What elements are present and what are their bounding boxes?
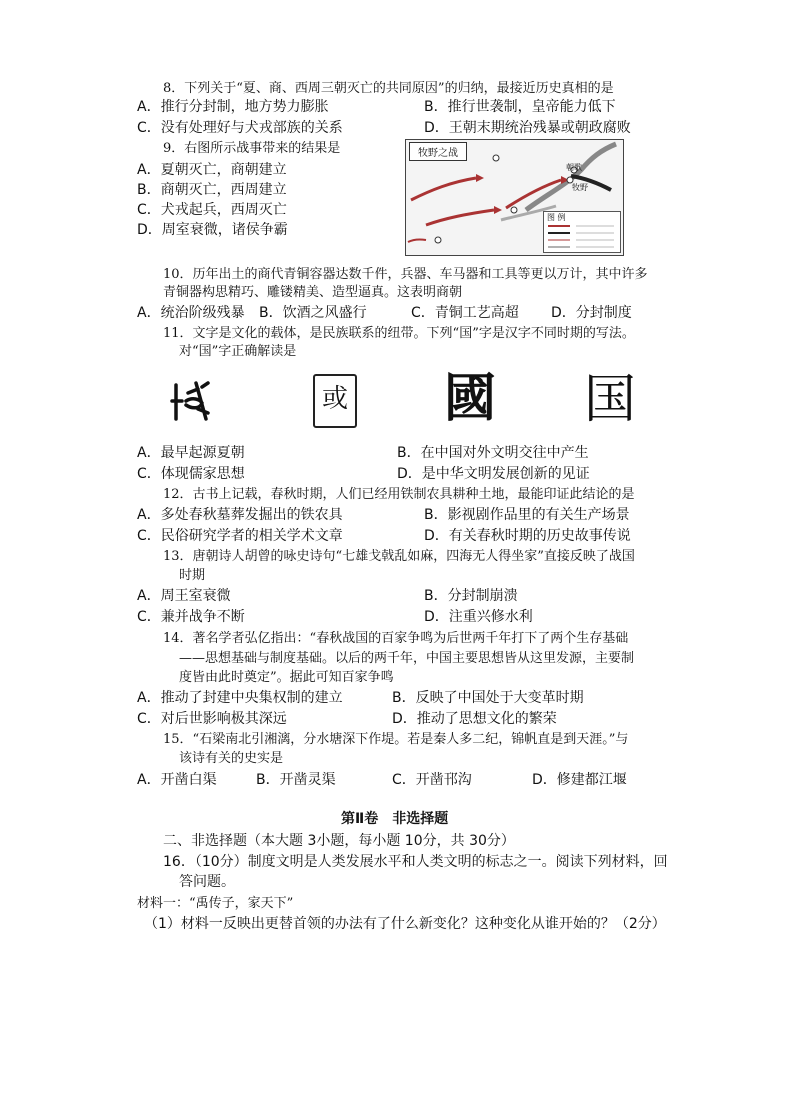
oracle-glyph-drawing xyxy=(168,379,214,425)
muye-battle-map xyxy=(405,139,624,256)
q15-stem-line2: 该诗有关的史实是 xyxy=(179,751,284,766)
q10-option-d[interactable]: D．分封制度 xyxy=(551,305,632,321)
q13-option-b[interactable]: B．分封制崩溃 xyxy=(424,588,518,604)
q14-stem-line1: 14．著名学者弘亿指出：“春秋战国的百家争鸣为后世两千年打下了两个生存基础 xyxy=(163,631,629,646)
seal-glyph-char: 或 xyxy=(321,384,348,414)
q12-option-d[interactable]: D．有关春秋时期的历史故事传说 xyxy=(424,528,631,544)
advance-arrow xyxy=(408,239,426,242)
q11-option-c[interactable]: C．体现儒家思想 xyxy=(137,466,245,482)
map-place-label: 朝歌 xyxy=(566,163,582,172)
q14-option-b[interactable]: B．反映了中国处于大变革时期 xyxy=(392,690,584,706)
q15-option-d[interactable]: D．修建都江堰 xyxy=(532,772,627,788)
part2-instructions: 二、非选择题（本大题 3小题，每小题 10分，共 30分） xyxy=(163,833,515,849)
guo-oracle-glyph xyxy=(168,379,214,425)
q16-stem-line1: 16．（10分）制度文明是人类发展水平和人类文明的标志之一。阅读下列材料，回 xyxy=(163,854,668,870)
arrow-head xyxy=(476,174,484,182)
q13-stem-line2: 时期 xyxy=(179,568,206,583)
arrow-head xyxy=(494,206,502,214)
legend-title: 图 例 xyxy=(547,213,566,222)
q10-stem-line2: 青铜器构思精巧、雕镂精美、造型逼真。这表明商朝 xyxy=(163,285,463,300)
part2-heading: 第Ⅱ卷 非选择题 xyxy=(341,811,449,827)
q13-option-d[interactable]: D．注重兴修水利 xyxy=(424,609,533,625)
advance-arrow xyxy=(426,210,494,225)
q9-option-d[interactable]: D．周室衰微，诸侯争霸 xyxy=(137,222,288,238)
q9-option-c[interactable]: C．犬戎起兵，西周灭亡 xyxy=(137,202,287,218)
q9-option-b[interactable]: B．商朝灭亡，西周建立 xyxy=(137,182,287,198)
simplified-glyph-char: 国 xyxy=(584,370,637,430)
q14-stem-line3: 度皆由此时奠定”。据此可知百家争鸣 xyxy=(179,670,394,685)
q11-stem-line1: 11．文字是文化的载体，是民族联系的纽带。下列“国”字是汉字不同时期的写法。 xyxy=(163,326,635,341)
q14-option-a[interactable]: A．推动了封建中央集权制的建立 xyxy=(137,690,343,706)
guo-simplified-glyph xyxy=(584,370,638,430)
city-marker xyxy=(435,237,441,243)
q13-stem-line1: 13．唐朝诗人胡曾的咏史诗句“七雄戈戟乱如麻，四海无人得坐家”直接反映了战国 xyxy=(163,549,635,564)
q8-option-d[interactable]: D．王朝末期统治残暴或朝政腐败 xyxy=(424,120,631,136)
q8-option-a[interactable]: A．推行分封制，地方势力膨胀 xyxy=(137,99,329,115)
map-title: 牧野之战 xyxy=(409,142,467,161)
q10-option-b[interactable]: B．饮酒之风盛行 xyxy=(259,305,367,321)
q16-stem-line2: 答问题。 xyxy=(179,874,235,890)
q11-option-a[interactable]: A．最早起源夏朝 xyxy=(137,445,245,461)
q11-option-d[interactable]: D．是中华文明发展创新的见证 xyxy=(397,466,590,482)
q14-option-c[interactable]: C．对后世影响极其深远 xyxy=(137,711,287,727)
q15-option-a[interactable]: A．开凿白渠 xyxy=(137,772,217,788)
q8-option-c[interactable]: C．没有处理好与犬戎部族的关系 xyxy=(137,120,343,136)
clerical-glyph-char: 國 xyxy=(444,369,497,429)
q10-option-a[interactable]: A．统治阶级残暴 xyxy=(137,305,245,321)
q13-option-a[interactable]: A．周王室衰微 xyxy=(137,588,231,604)
q10-stem-line1: 10．历年出土的商代青铜容器达数千件，兵器、车马器和工具等更以万计，其中许多 xyxy=(163,267,648,282)
guo-clerical-glyph xyxy=(444,371,498,427)
q10-option-c[interactable]: C．青铜工艺高超 xyxy=(411,305,519,321)
map-place-label: 牧野 xyxy=(572,183,588,192)
q9-option-a[interactable]: A．夏朝灭亡，商朝建立 xyxy=(137,162,287,178)
city-marker xyxy=(493,155,499,161)
q15-option-c[interactable]: C．开凿邗沟 xyxy=(392,772,472,788)
q15-stem-line1: 15．“石梁南北引湘漓，分水塘深下作堤。若是秦人多二纪，锦帆直是到天涯。”与 xyxy=(163,732,629,747)
guo-seal-glyph xyxy=(313,374,357,428)
q12-option-c[interactable]: C．民俗研究学者的相关学术文章 xyxy=(137,528,343,544)
q12-stem: 12．古书上记载，春秋时期，人们已经用铁制农具耕种土地，最能印证此结论的是 xyxy=(163,487,635,502)
q14-stem-line2: ——思想基础与制度基础。以后的两千年，中国主要思想皆从这里发源，主要制 xyxy=(179,651,635,666)
q11-stem-line2: 对“国”字正确解读是 xyxy=(179,344,297,359)
city-marker xyxy=(511,207,517,213)
q13-option-c[interactable]: C．兼并战争不断 xyxy=(137,609,245,625)
q12-option-a[interactable]: A．多处春秋墓葬发掘出的铁农具 xyxy=(137,507,343,523)
q8-stem: 8．下列关于“夏、商、西周三朝灭亡的共同原因”的归纳，最接近历史真相的是 xyxy=(163,81,614,96)
q15-option-b[interactable]: B．开凿灵渠 xyxy=(256,772,336,788)
advance-arrow xyxy=(411,178,476,200)
q8-option-b[interactable]: B．推行世袭制，皇帝能力低下 xyxy=(424,99,616,115)
material-one: 材料一：“禹传子，家天下” xyxy=(137,896,294,911)
q12-option-b[interactable]: B．影视剧作品里的有关生产场景 xyxy=(424,507,630,523)
map-legend xyxy=(543,211,621,253)
q11-option-b[interactable]: B．在中国对外文明交往中产生 xyxy=(397,445,589,461)
q16-subquestion-1: （1）材料一反映出更替首领的办法有了什么新变化？这种变化从谁开始的？（2分） xyxy=(144,916,666,932)
q14-option-d[interactable]: D．推动了思想文化的繁荣 xyxy=(392,711,557,727)
q9-stem: 9．右图所示战事带来的结果是 xyxy=(163,141,341,156)
